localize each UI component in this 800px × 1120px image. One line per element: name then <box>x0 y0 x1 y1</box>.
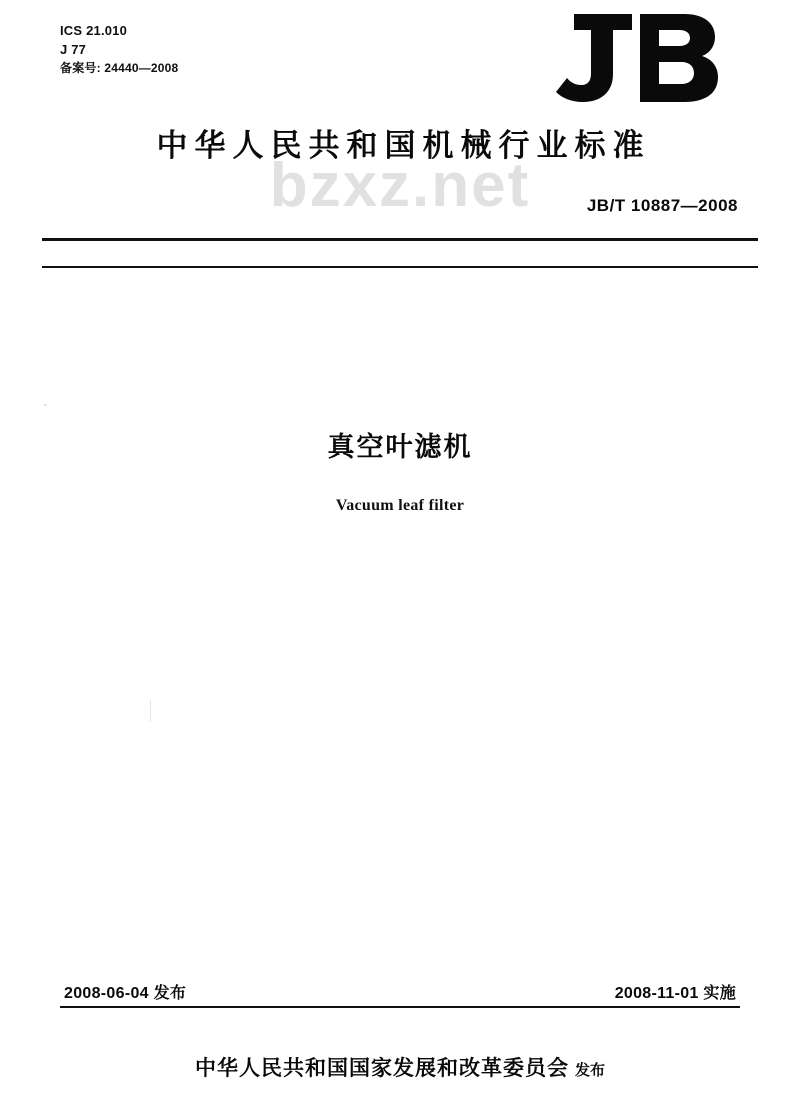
standard-number: JB/T 10887—2008 <box>586 196 738 215</box>
classification-code: J 77 <box>60 41 87 57</box>
page-title: 中华人民共和国机械行业标准 <box>156 128 651 164</box>
scan-artifact <box>44 404 47 406</box>
document-title-chinese: 真空叶滤机 <box>327 432 473 463</box>
issuing-authority-name: 中华人民共和国国家发展和改革委员会 <box>194 1056 569 1080</box>
ics-code: ICS 21.010 <box>60 23 128 38</box>
record-number: 备案号: 24440—2008 <box>60 60 179 75</box>
header-divider-thick <box>42 238 758 241</box>
implementation-date: 2008-11-01 实施 <box>614 985 736 1002</box>
scan-artifact <box>150 700 151 722</box>
jb-logo-icon <box>552 8 722 108</box>
issue-date: 2008-06-04 发布 <box>64 985 187 1002</box>
watermark-text: bzxz.net <box>269 151 531 220</box>
header-divider-thin <box>42 266 758 268</box>
issuing-authority-suffix: 发布 <box>574 1061 605 1079</box>
issuing-authority <box>0 1052 800 1082</box>
footer-divider <box>60 1006 740 1008</box>
document-title-english: Vacuum leaf filter <box>335 497 465 514</box>
document-meta-block <box>60 22 178 77</box>
